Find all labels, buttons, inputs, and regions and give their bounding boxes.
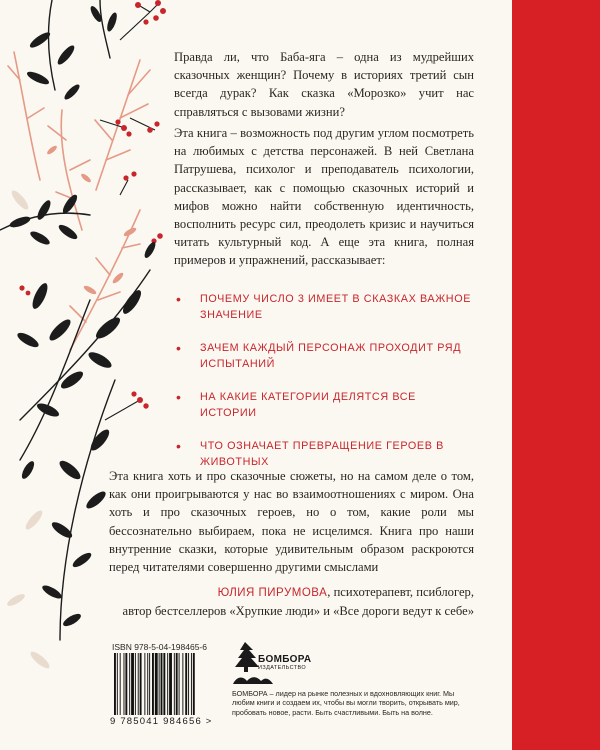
intro-paragraph: Правда ли, что Баба-яга – одна из мудрейших сказочных женщин? Почему в историях третий сын всегда дурак? Как сказка «Морозко» учит нас справляться с вызовами жизни? (174, 50, 474, 119)
topics-list (176, 291, 476, 487)
description-paragraph: Эта книга – возможность под другим углом посмотреть на любимых с детства персонажей. В ней Светлана Патрушева, психолог и преподаватель психологии, рассказывает, как с помощью сказочных историй и мифов можно найти собственную идентичность, восполнить ресурс сил, преодолеть кризис и научиться читать культурный код. А еще эта книга, полная примеров и упражнений, рассказывает: (174, 126, 474, 268)
list-item: • ЧТО ОЗНАЧАЕТ ПРЕВРАЩЕНИЕ ГЕРОЕВ В ЖИВОТНЫХ (176, 438, 444, 468)
bullet-icon: • (176, 389, 182, 405)
bullet-icon: • (176, 291, 182, 307)
barcode-number: 9 785041 984656 > (110, 716, 213, 727)
author-role: , психотерапевт, псиблогер, (327, 585, 474, 599)
isbn-label: ISBN 978-5-04-198465-6 (112, 642, 207, 652)
list-item: • ЗАЧЕМ КАЖДЫЙ ПЕРСОНАЖ ПРОХОДИТ РЯД ИСПЫТАНИЙ (176, 340, 462, 370)
bullet-icon: • (176, 340, 182, 356)
list-item: • НА КАКИЕ КАТЕГОРИИ ДЕЛЯТСЯ ВСЕ ИСТОРИИ (176, 389, 416, 419)
publisher-subtitle: ИЗДАТЕЛЬСТВО (258, 665, 307, 671)
review-paragraph: Эта книга хоть и про сказочные сюжеты, но на самом деле о том, как они проигрываются у нас во взаимоотношениях с миром. Она хоть и про сказочных героев, но о том, какие роли мы бессознательно выбираем, пока не исцелимся. Книга про наши внутренние сказки, которые удивительным образом раскроются перед читателями совершенно другими смыслами (109, 469, 474, 575)
list-item: • ПОЧЕМУ ЧИСЛО 3 ИМЕЕТ В СКАЗКАХ ВАЖНОЕ ЗНАЧЕНИЕ (176, 291, 471, 321)
publisher-name: БОМБОРА (258, 654, 312, 665)
author-works: автор бестселлеров «Хрупкие люди» и «Все дороги ведут к себе» (122, 604, 474, 619)
bullet-icon: • (176, 438, 182, 454)
author-quote-attribution (120, 583, 474, 620)
publisher-description: БОМБОРА – лидер на рынке полезных и вдохновляющих книг. Мы любим книги и создаем их, чтобы вы могли творить, открывать мир, пробовать новое, расти. Быть счастливыми. Быть на волне. (232, 689, 460, 717)
author-name: ЮЛИЯ ПИРУМОВА (217, 587, 328, 599)
red-spine-band (512, 0, 600, 750)
barcode (110, 653, 222, 715)
